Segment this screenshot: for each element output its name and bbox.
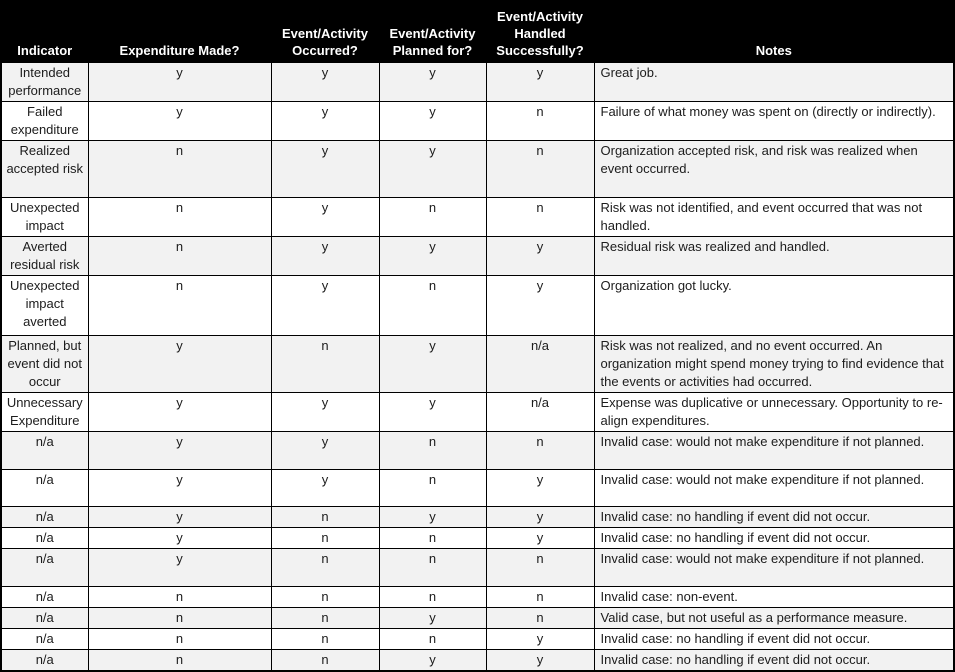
event-planned-cell: n	[379, 587, 486, 608]
handled-successfully-cell: y	[486, 528, 594, 549]
expenditure-made-cell: y	[88, 63, 271, 102]
handled-successfully-cell: y	[486, 507, 594, 528]
event-occurred-cell: y	[271, 432, 379, 470]
handled-successfully-cell: y	[486, 650, 594, 672]
handled-successfully-cell: y	[486, 276, 594, 336]
handled-successfully-cell: y	[486, 63, 594, 102]
column-header-expenditure-made: Expenditure Made?	[88, 1, 271, 63]
expenditure-made-cell: n	[88, 276, 271, 336]
event-planned-cell: n	[379, 276, 486, 336]
event-planned-cell: y	[379, 608, 486, 629]
note-cell: Expense was duplicative or unnecessary. Opportunity to re-align expenditures.	[594, 393, 954, 432]
expenditure-made-cell: y	[88, 102, 271, 141]
indicator-cell: n/a	[1, 629, 88, 650]
note-cell: Invalid case: would not make expenditure if not planned.	[594, 549, 954, 587]
column-header-handled-successfully: Event/Activity Handled Successfully?	[486, 1, 594, 63]
indicator-cell: n/a	[1, 608, 88, 629]
expenditure-made-cell: n	[88, 587, 271, 608]
expenditure-made-cell: n	[88, 198, 271, 237]
note-cell: Residual risk was realized and handled.	[594, 237, 954, 276]
note-cell: Invalid case: would not make expenditure if not planned.	[594, 432, 954, 470]
indicator-cell: n/a	[1, 432, 88, 470]
indicator-cell: n/a	[1, 470, 88, 507]
event-planned-cell: y	[379, 63, 486, 102]
expenditure-made-cell: y	[88, 549, 271, 587]
indicator-cell: Planned, but event did not occur	[1, 336, 88, 393]
indicator-cell: Intended performance	[1, 63, 88, 102]
note-cell: Invalid case: no handling if event did not occur.	[594, 507, 954, 528]
table-row	[1, 470, 954, 507]
expenditure-made-cell: n	[88, 629, 271, 650]
event-planned-cell: y	[379, 141, 486, 198]
note-cell: Great job.	[594, 63, 954, 102]
expenditure-made-cell: y	[88, 507, 271, 528]
table-row	[1, 650, 954, 672]
event-planned-cell: n	[379, 432, 486, 470]
note-cell: Invalid case: no handling if event did not occur.	[594, 528, 954, 549]
handled-successfully-cell: y	[486, 237, 594, 276]
handled-successfully-cell: y	[486, 470, 594, 507]
event-planned-cell: y	[379, 102, 486, 141]
table-row	[1, 608, 954, 629]
note-cell: Risk was not identified, and event occurred that was not handled.	[594, 198, 954, 237]
note-cell: Invalid case: no handling if event did not occur.	[594, 629, 954, 650]
table-row	[1, 629, 954, 650]
table-row	[1, 276, 954, 336]
expenditure-made-cell: n	[88, 237, 271, 276]
indicator-cell: n/a	[1, 528, 88, 549]
event-occurred-cell: y	[271, 276, 379, 336]
event-planned-cell: y	[379, 507, 486, 528]
event-occurred-cell: n	[271, 336, 379, 393]
note-cell: Invalid case: no handling if event did not occur.	[594, 650, 954, 672]
handled-successfully-cell: n	[486, 102, 594, 141]
table-row	[1, 393, 954, 432]
event-planned-cell: n	[379, 528, 486, 549]
event-occurred-cell: n	[271, 608, 379, 629]
handled-successfully-cell: n	[486, 432, 594, 470]
note-cell: Failure of what money was spent on (directly or indirectly).	[594, 102, 954, 141]
table-row	[1, 432, 954, 470]
event-occurred-cell: y	[271, 141, 379, 198]
handled-successfully-cell: n/a	[486, 393, 594, 432]
note-cell: Organization accepted risk, and risk was realized when event occurred.	[594, 141, 954, 198]
expenditure-made-cell: n	[88, 141, 271, 198]
expenditure-made-cell: y	[88, 470, 271, 507]
indicator-cell: Averted residual risk	[1, 237, 88, 276]
indicator-cell: Unexpected impact averted	[1, 276, 88, 336]
note-cell: Invalid case: would not make expenditure if not planned.	[594, 470, 954, 507]
event-occurred-cell: y	[271, 470, 379, 507]
indicator-cell: n/a	[1, 507, 88, 528]
table-row	[1, 141, 954, 198]
table-row	[1, 237, 954, 276]
handled-successfully-cell: n	[486, 141, 594, 198]
event-occurred-cell: y	[271, 393, 379, 432]
event-occurred-cell: n	[271, 528, 379, 549]
event-occurred-cell: n	[271, 549, 379, 587]
handled-successfully-cell: n	[486, 587, 594, 608]
table-row	[1, 528, 954, 549]
event-occurred-cell: y	[271, 63, 379, 102]
event-occurred-cell: n	[271, 507, 379, 528]
table-row	[1, 507, 954, 528]
column-header-indicator: Indicator	[1, 1, 88, 63]
header-row	[1, 1, 954, 63]
column-header-event-occurred: Event/Activity Occurred?	[271, 1, 379, 63]
event-planned-cell: y	[379, 237, 486, 276]
table-row	[1, 587, 954, 608]
event-planned-cell: y	[379, 393, 486, 432]
indicator-cell: n/a	[1, 549, 88, 587]
table-row	[1, 63, 954, 102]
event-occurred-cell: y	[271, 198, 379, 237]
expenditure-made-cell: y	[88, 528, 271, 549]
note-cell: Valid case, but not useful as a performance measure.	[594, 608, 954, 629]
indicator-cell: Unnecessary Expenditure	[1, 393, 88, 432]
event-occurred-cell: y	[271, 102, 379, 141]
expenditure-made-cell: y	[88, 336, 271, 393]
handled-successfully-cell: n	[486, 198, 594, 237]
event-planned-cell: y	[379, 650, 486, 672]
note-cell: Risk was not realized, and no event occurred. An organization might spend money trying to find evidence that the events or activities had occurred.	[594, 336, 954, 393]
handled-successfully-cell: n	[486, 549, 594, 587]
table-row	[1, 102, 954, 141]
table-row	[1, 549, 954, 587]
table-body	[1, 63, 954, 672]
event-occurred-cell: n	[271, 587, 379, 608]
indicator-cell: Failed expenditure	[1, 102, 88, 141]
expenditure-made-cell: n	[88, 608, 271, 629]
expenditure-made-cell: y	[88, 393, 271, 432]
event-occurred-cell: y	[271, 237, 379, 276]
indicator-cell: Realized accepted risk	[1, 141, 88, 198]
event-occurred-cell: n	[271, 629, 379, 650]
event-planned-cell: n	[379, 629, 486, 650]
note-cell: Invalid case: non-event.	[594, 587, 954, 608]
event-planned-cell: n	[379, 198, 486, 237]
event-planned-cell: n	[379, 549, 486, 587]
handled-successfully-cell: n/a	[486, 336, 594, 393]
expenditure-made-cell: n	[88, 650, 271, 672]
table-row	[1, 198, 954, 237]
note-cell: Organization got lucky.	[594, 276, 954, 336]
table-row	[1, 336, 954, 393]
indicator-cell: Unexpected impact	[1, 198, 88, 237]
indicator-cell: n/a	[1, 587, 88, 608]
handled-successfully-cell: y	[486, 629, 594, 650]
expenditure-made-cell: y	[88, 432, 271, 470]
event-planned-cell: n	[379, 470, 486, 507]
event-planned-cell: y	[379, 336, 486, 393]
event-occurred-cell: n	[271, 650, 379, 672]
column-header-event-planned: Event/Activity Planned for?	[379, 1, 486, 63]
indicator-cell: n/a	[1, 650, 88, 672]
column-header-note: Notes	[594, 1, 954, 63]
handled-successfully-cell: n	[486, 608, 594, 629]
